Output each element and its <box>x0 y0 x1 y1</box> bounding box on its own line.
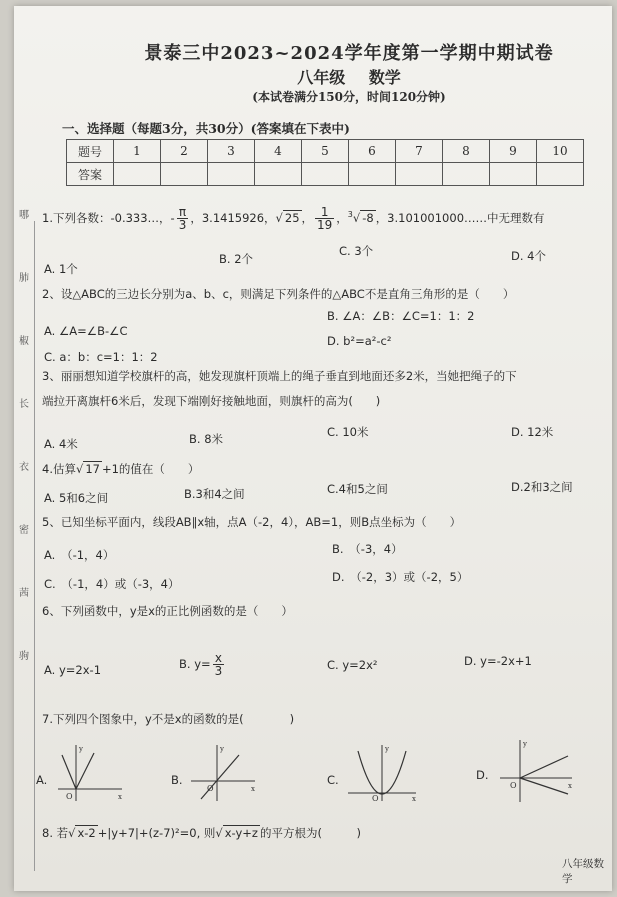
q5-option-a: A. （-1，4） <box>44 548 115 562</box>
q1-tail: ，3.101001000……中无理数有 <box>375 211 545 225</box>
table-cell: 4 <box>255 140 302 163</box>
q1-option-b: B. 2个 <box>219 252 254 266</box>
q1-pi-sign: - <box>170 211 175 225</box>
q1-prefix: 1.下列各数：-0.333…， <box>42 211 171 225</box>
q1-pi-den: 3 <box>178 218 187 232</box>
question-3-line1: 3、丽丽想知道学校旗杆的高，她发现旗杆顶端上的绳子垂直到地面还多2米，当她把绳子的下 <box>42 369 517 383</box>
q7-label-d: D. <box>476 768 489 782</box>
question-3-line2: 端拉开离旗杆6米后，发现下端刚好接触地面，则旗杆的高为( ) <box>42 394 381 408</box>
q7-a-origin: O <box>66 792 73 801</box>
q5-option-b: B. （-3，4） <box>332 542 403 556</box>
binding-char: 肺 <box>19 273 29 284</box>
question-2: 2、设△ABC的三边长分别为a、b、c，则满足下列条件的△ABC不是直角三角形的是（ ） <box>42 287 515 301</box>
q1-option-a: A. 1个 <box>44 262 78 276</box>
answer-cell[interactable] <box>443 163 490 186</box>
q6-option-c: C. y=2x² <box>327 658 378 672</box>
q7-c-y-axis: y <box>385 745 389 753</box>
q7-graph-a <box>54 741 126 803</box>
q4-stem-b: +1的值在（ ） <box>101 462 200 476</box>
q8-radicand-1: x-2 <box>77 826 96 840</box>
q7-b-x-axis: x <box>251 785 255 793</box>
answer-cell[interactable] <box>490 163 537 186</box>
q1-pi-fraction <box>177 206 189 231</box>
table-cell: 7 <box>396 140 443 163</box>
binding-char: 哪 <box>19 210 29 221</box>
q3-option-d: D. 12米 <box>511 425 554 439</box>
binding-margin <box>19 206 35 710</box>
answer-cell[interactable] <box>396 163 443 186</box>
q1-option-d: D. 4个 <box>511 249 546 263</box>
q7-a-x-axis: x <box>118 793 122 801</box>
q1-option-c: C. 3个 <box>339 244 374 258</box>
grade-label: 八年级 <box>297 68 346 87</box>
q7-graph-b <box>187 741 259 803</box>
q6-option-b <box>179 652 226 677</box>
q7-b-origin: O <box>207 784 214 793</box>
answer-cell[interactable] <box>208 163 255 186</box>
answer-cell[interactable] <box>349 163 396 186</box>
q3-option-b: B. 8米 <box>189 432 224 446</box>
binding-char: 驹 <box>19 651 29 662</box>
question-6: 6、下列函数中，y是x的正比例函数的是（ ） <box>42 604 293 618</box>
q1-fraction <box>315 206 334 231</box>
table-cell: 2 <box>161 140 208 163</box>
binding-char: 椒 <box>19 336 29 347</box>
q6-b-fraction <box>213 652 225 677</box>
q1-sqrt25: 25 <box>284 211 300 225</box>
q3-option-c: C. 10米 <box>327 425 369 439</box>
table-cell: 9 <box>490 140 537 163</box>
q6-b-den: 3 <box>214 664 223 678</box>
q4-option-a: A. 5和6之间 <box>44 491 109 505</box>
exam-paper <box>14 6 612 891</box>
q1-pi-num: π <box>177 206 189 219</box>
q7-graph-c <box>344 741 420 803</box>
q1-frac-num: 1 <box>315 206 334 219</box>
answer-cell[interactable] <box>161 163 208 186</box>
q8-radicand-2: x-y+z <box>224 826 258 840</box>
answer-cell[interactable] <box>537 163 584 186</box>
q4-option-c: C.4和5之间 <box>327 482 388 496</box>
q2-option-b: B. ∠A：∠B：∠C=1：1：2 <box>327 309 475 323</box>
q6-option-a: A. y=2x-1 <box>44 663 102 677</box>
subject-label: 数学 <box>368 68 401 87</box>
q6-b-num: x <box>213 652 225 665</box>
q7-d-y-axis: y <box>523 740 527 748</box>
answer-cell[interactable] <box>302 163 349 186</box>
question-4: 4.估算√ 17 +1的值在（ ） <box>42 462 200 476</box>
question-5: 5、已知坐标平面内，线段AB∥x轴，点A（-2，4），AB=1，则B点坐标为（ ） <box>42 515 462 529</box>
exam-subtitle <box>109 65 589 88</box>
row-label-answer: 答案 <box>67 163 114 186</box>
q7-c-origin: O <box>372 794 379 803</box>
q6-option-d: D. y=-2x+1 <box>464 654 532 668</box>
q7-a-y-axis: y <box>79 745 83 753</box>
q6-b-prefix: B. y= <box>179 657 211 671</box>
q4-option-d: D.2和3之间 <box>511 480 573 494</box>
table-cell: 8 <box>443 140 490 163</box>
q1-mid: ，3.1415926， <box>190 211 276 225</box>
section1-heading: 一、选择题（每题3分，共30分）(答案填在下表中) <box>62 121 350 136</box>
answer-cell[interactable] <box>255 163 302 186</box>
q4-sqrt-arg: 17 <box>85 462 100 476</box>
question-1: 1.下列各数：-0.333…，- $\frac{\pi}{3}$ ，3.1415926，√ 25 ， $\frac{1}{19}$ ，$^3$√ -8 ，3.101001000……中无理数有 <box>42 205 545 232</box>
q7-b-y-axis: y <box>220 745 224 753</box>
q7-graph-d <box>496 736 576 804</box>
answer-table <box>66 139 584 186</box>
q7-d-origin: O <box>510 781 517 790</box>
question-8: 8. 若√ x-2 +|y+7|+(z-7)²=0, 则√ x-y+z 的平方根为( ) <box>42 826 361 840</box>
question-7: 7.下列四个图象中，y不是x的函数的是( ) <box>42 712 295 726</box>
table-cell: 3 <box>208 140 255 163</box>
row-label-number: 题号 <box>67 140 114 163</box>
q7-label-a: A. <box>36 773 48 787</box>
table-cell: 1 <box>114 140 161 163</box>
q4-stem-a: 4.估算 <box>42 462 76 476</box>
page-footer: 八年级数学 <box>562 858 604 885</box>
q7-label-c: C. <box>327 773 339 787</box>
q5-option-c: C. （-1，4）或（-3，4） <box>44 577 180 591</box>
q1-frac-den: 19 <box>317 218 333 232</box>
q2-option-c: C. a：b：c=1：1：2 <box>44 350 158 364</box>
q4-option-b: B.3和4之间 <box>184 487 245 501</box>
q2-option-a: A. ∠A=∠B-∠C <box>44 324 128 338</box>
binding-char: 衣 <box>19 462 29 473</box>
binding-line <box>34 221 35 871</box>
q8-suffix: 的平方根为( ) <box>259 826 361 840</box>
q5-option-d: D. （-2，3）或（-2，5） <box>332 570 469 584</box>
table-cell: 5 <box>302 140 349 163</box>
binding-char: 长 <box>19 399 29 410</box>
binding-char: 密 <box>19 525 29 536</box>
q8-prefix: 8. 若 <box>42 826 69 840</box>
q8-mid: +|y+7|+(z-7)²=0, 则 <box>97 826 216 840</box>
table-row <box>67 163 584 186</box>
table-row <box>67 140 584 163</box>
table-cell: 10 <box>537 140 584 163</box>
q7-c-x-axis: x <box>412 795 416 803</box>
binding-char: 茜 <box>19 588 29 599</box>
q3-option-a: A. 4米 <box>44 437 78 451</box>
q1-cbrt-arg: -8 <box>362 211 374 225</box>
answer-cell[interactable] <box>114 163 161 186</box>
table-cell: 6 <box>349 140 396 163</box>
q1-cbrt-index: 3 <box>347 210 353 220</box>
exam-title: 景泰三中2023~2024学年度第一学期中期试卷 <box>144 43 554 64</box>
exam-note: (本试卷满分150分，时间120分钟) <box>252 90 446 104</box>
q7-label-b: B. <box>171 773 183 787</box>
q2-option-d: D. b²=a²-c² <box>327 334 392 348</box>
q7-d-x-axis: x <box>568 782 572 790</box>
